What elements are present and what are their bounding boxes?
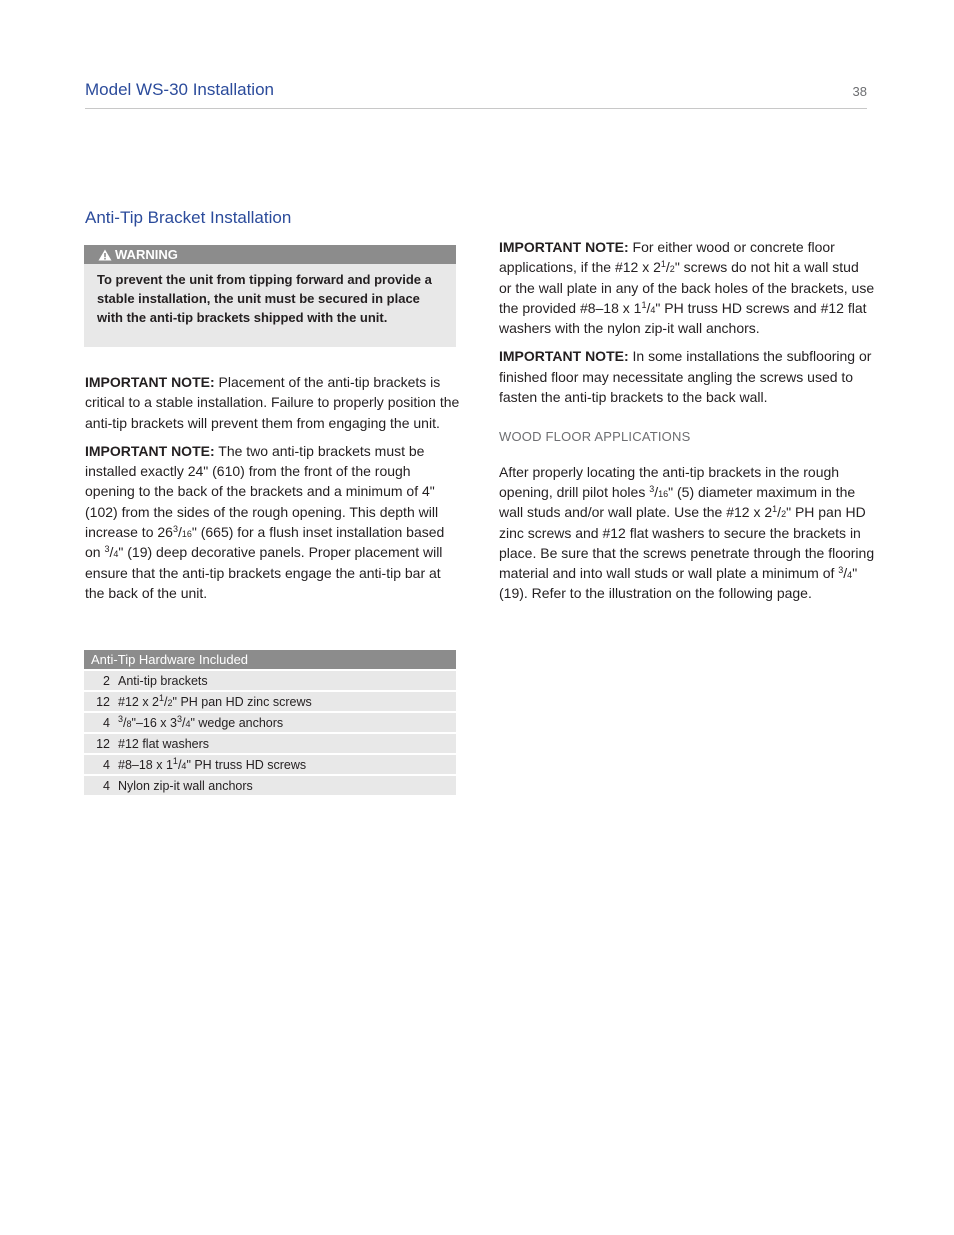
note-text: " (665) for a flush inset installation based on xyxy=(85,524,445,561)
hardware-item: #12 x $2^1/2$" PH pan HD zinc screws xyxy=(118,691,456,712)
warning-label: WARNING xyxy=(115,247,178,262)
table-row xyxy=(84,670,456,691)
hardware-qty: 2 xyxy=(84,670,118,691)
note-text: " screws do not hit a wall stud or the wall plate in any of the back holes of the brackets, use the provided #8–18 x 1 xyxy=(499,259,875,316)
hardware-table xyxy=(84,650,456,795)
fraction-numerator: 3 xyxy=(104,544,110,555)
hardware-qty: 4 xyxy=(84,712,118,733)
note-text: For either wood or concrete floor applications, if the #12 x 2 xyxy=(499,239,835,276)
table-row xyxy=(84,754,456,775)
page-header-title: Model WS-30 Installation xyxy=(85,80,274,99)
note-text: " PH truss HD screws and #12 flat washers with the nylon zip-it wall anchors. xyxy=(499,299,867,337)
header-divider xyxy=(85,108,867,109)
hardware-item: #12 flat washers xyxy=(118,733,456,754)
wood-floor-subheading: WOOD FLOOR APPLICATIONS xyxy=(499,429,691,445)
table-row xyxy=(84,775,456,795)
fraction-denominator: 2 xyxy=(669,264,675,275)
note-label: IMPORTANT NOTE: xyxy=(499,348,629,365)
wood-floor-paragraph: After properly locating the anti-tip brackets in the rough opening, drill pilot holes $^3$/16" (5) diameter maximum in the wall studs and/or wall plate. Use the #12 x $2^1/2$" PH pan HD zinc screws and #12 flat washers to secure the brackets in place. Be sure that the screws penetrate through the flooring material and into wall studs or wall plate a minimum of $^3$/4" (19). Refer to the illustration on the following page. xyxy=(499,463,875,602)
hardware-item: $^3$/8"–16 x $3^3/4$" wedge anchors xyxy=(118,712,456,733)
note-label: IMPORTANT NOTE: xyxy=(85,374,215,390)
note-text: Placement of the anti-tip brackets is critical to a stable installation. Failure to properly position the anti-tip brackets will prevent them from engaging the unit. xyxy=(85,374,460,431)
section-title: Anti-Tip Bracket Installation xyxy=(85,208,292,227)
hardware-qty: 4 xyxy=(84,775,118,795)
right-column xyxy=(499,237,875,612)
fraction-numerator: 1 xyxy=(641,299,647,310)
table-row xyxy=(84,733,456,754)
important-note-subflooring xyxy=(499,346,875,407)
fraction-denominator: 4 xyxy=(650,304,656,315)
warning-triangle-icon xyxy=(98,249,112,261)
hardware-table-header xyxy=(84,650,456,670)
hardware-item: Nylon zip-it wall anchors xyxy=(118,775,456,795)
hardware-item: #8–18 x $1^1/4$" PH truss HD screws xyxy=(118,754,456,775)
warning-header xyxy=(84,245,456,264)
table-row xyxy=(84,712,456,733)
warning-text: To prevent the unit from tipping forward and provide a stable installation, the unit must be secured in place with the anti-tip brackets shipped with the unit. xyxy=(97,272,432,325)
hardware-qty: 12 xyxy=(84,691,118,712)
note-label: IMPORTANT NOTE: xyxy=(85,442,215,459)
important-note-placement xyxy=(85,372,461,433)
important-note-position: IMPORTANT NOTE: The two anti-tip brackets must be installed exactly 24" (610) from the front of the rough opening to the back of the brackets and a minimum of 4" (102) from the sides of the rough opening. This depth will increase to $26^3/16$" (665) for a flush inset installation based on $^3$/4" (19) deep decorative panels. Proper placement will ensure that the anti-tip brackets engage the anti-tip bar at the back of the unit. xyxy=(85,442,445,601)
hardware-item: Anti-tip brackets xyxy=(118,670,456,691)
hardware-table-title: Anti-Tip Hardware Included xyxy=(84,650,456,670)
hardware-qty: 4 xyxy=(84,754,118,775)
important-note-concrete: IMPORTANT NOTE: For either wood or concrete floor applications, if the #12 x $2^1/2$" screws do not hit a wall stud or the wall plate in any of the back holes of the brackets, use the provided #8–18 x $1^1/4$" PH truss HD screws and #12 flat washers with the nylon zip-it wall anchors. xyxy=(499,239,875,337)
note-text: In some installations the subflooring or finished floor may necessitate angling the screws used to fasten the anti-tip brackets to the back wall. xyxy=(499,348,872,406)
fraction-numerator: 1 xyxy=(660,259,666,270)
note-text: " (19) deep decorative panels. Proper placement will ensure that the anti-tip brackets engage the anti-tip bar at the back of the unit. xyxy=(85,544,443,601)
table-row xyxy=(84,691,456,712)
fraction-denominator: 16 xyxy=(181,529,192,540)
warning-box xyxy=(84,245,456,347)
left-column xyxy=(85,372,461,611)
note-label: IMPORTANT NOTE: xyxy=(499,239,629,255)
page-number: 38 xyxy=(852,84,867,99)
fraction-numerator: 3 xyxy=(172,524,178,535)
hardware-qty: 12 xyxy=(84,733,118,754)
fraction-denominator: 4 xyxy=(113,549,119,560)
note-text: The two anti-tip brackets must be installed exactly 24" (610) from the front of the rough opening to the back of the brackets and a minimum of 4" (102) from the sides of the rough opening. This depth will increase to 26 xyxy=(85,442,439,541)
